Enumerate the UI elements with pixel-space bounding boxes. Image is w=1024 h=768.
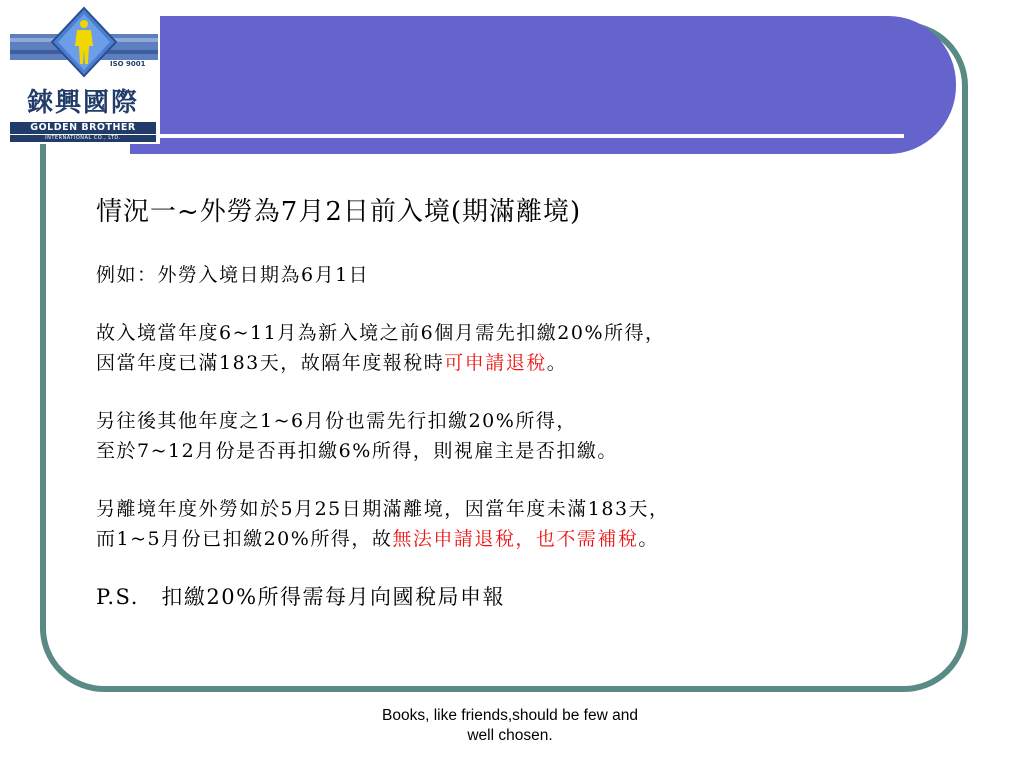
example-paragraph [96,260,936,290]
logo-emblem-icon [4,4,164,94]
footer-quote-line-2: well chosen. [467,727,553,744]
paragraph-departure-line-2 [96,524,936,554]
paragraph-refund-line-1: 故入境當年度6~11月為新入境之前6個月需先扣繳20%所得， [96,322,666,344]
header-divider [160,134,904,138]
paragraph-later-years [96,406,936,466]
refund-highlight: 可申請退稅 [444,352,547,374]
logo-english-name: GOLDEN BROTHER [10,122,156,134]
paragraph-refund-line-2-suffix: 。 [546,352,568,374]
iso-label: ISO 9001 [110,60,146,68]
example-line: 例如：外勞入境日期為6月1日 [96,264,370,286]
paragraph-later-years-line-2: 至於7~12月份是否再扣繳6%所得，則視雇主是否扣繳。 [96,440,618,462]
logo-chinese-name: 錸興國際 [26,88,139,118]
paragraph-refund-line-2-prefix: 因當年度已滿183天，故隔年度報稅時 [96,352,445,374]
paragraph-later-years-line-1: 另往後其他年度之1~6月份也需先行扣繳20%所得， [96,410,577,432]
paragraph-refund [96,318,936,378]
paragraph-departure-line-2-prefix: 而1~5月份已扣繳20%所得，故 [96,528,393,550]
footer-quote [340,706,680,746]
paragraph-departure [96,494,936,554]
paragraph-departure-line-1: 另離境年度外勞如於5月25日期滿離境，因當年度未滿183天， [96,498,670,520]
slide-title: 情況一~外勞為7月2日前入境(期滿離境) [96,197,582,227]
company-logo [4,4,160,144]
paragraph-refund-line-2 [96,348,936,378]
paragraph-departure-line-2-suffix: 。 [638,528,659,550]
no-refund-highlight: 無法申請退稅，也不需補稅 [392,528,639,550]
logo-subtitle: INTERNATIONAL CO., LTD. [10,135,156,142]
footer-quote-line-1: Books, like friends,should be few and [382,707,638,724]
postscript: P.S. 扣繳20%所得需每月向國稅局申報 [96,585,506,609]
slide-content [96,192,936,612]
